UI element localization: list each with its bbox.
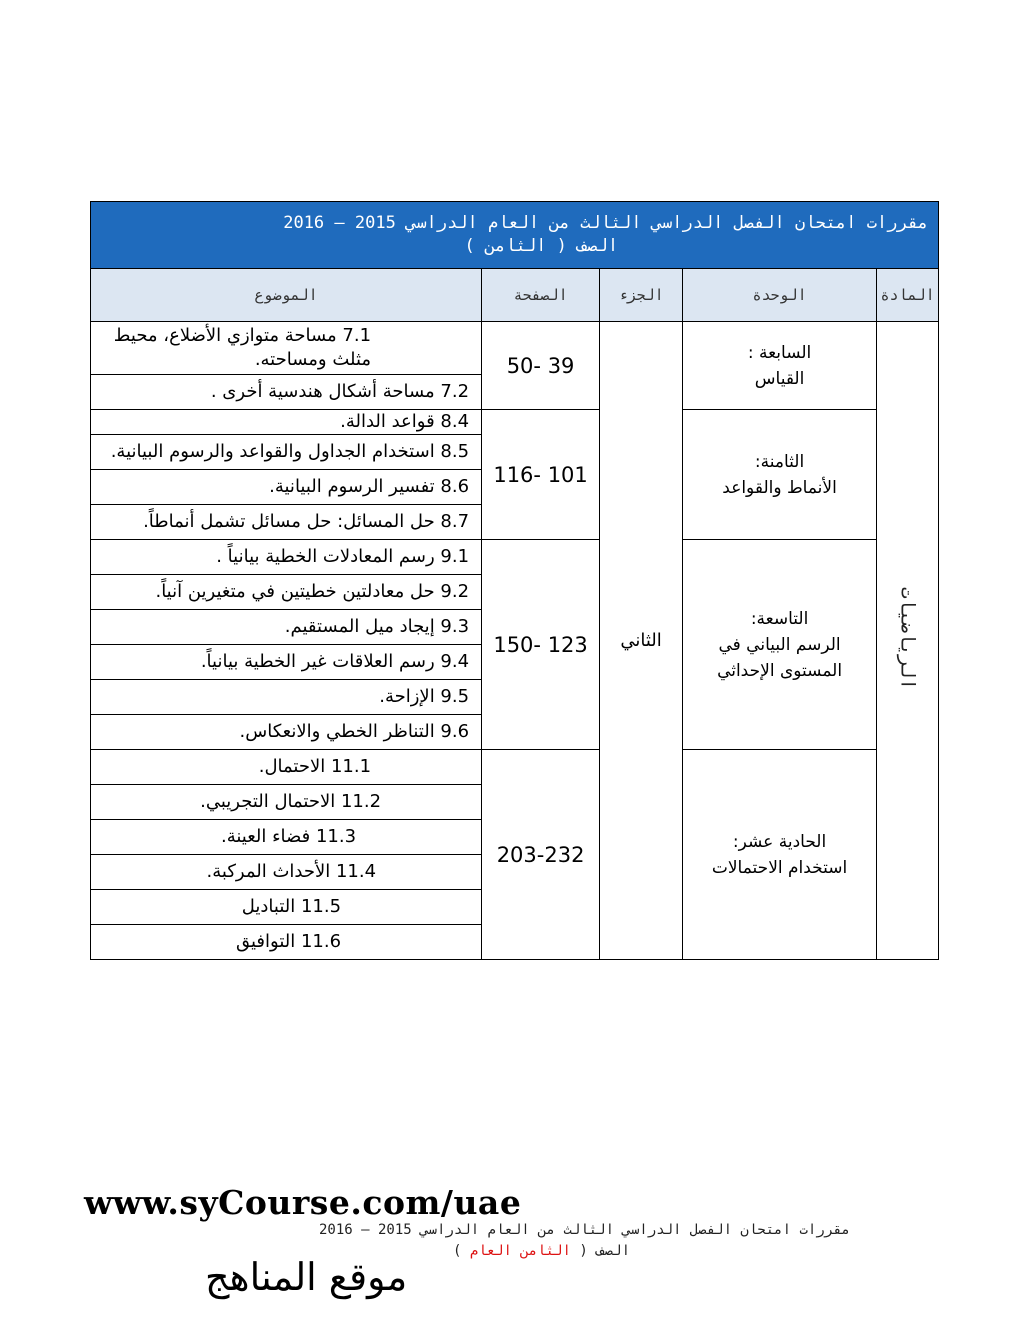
site-name-logo: موقع المناهج	[205, 1255, 408, 1299]
unit-cell	[683, 540, 877, 750]
header-subject: المادة	[877, 269, 939, 322]
topic-cell: 9.6 التناظر الخطي والانعكاس.	[91, 715, 482, 750]
topic-cell: 11.5 التباديل	[91, 890, 482, 925]
topic-cell: 9.2 حل معادلتين خطيتين في متغيرين آنياً.	[91, 575, 482, 610]
topic-cell: 9.5 الإزاحة.	[91, 680, 482, 715]
footer-grade-suffix: )	[452, 1243, 462, 1259]
header-topic: الموضوع	[91, 269, 482, 322]
unit-name-line2: الرسم البياني في المستوى الإحداثي	[717, 634, 843, 681]
header-part: الجزء	[600, 269, 683, 322]
unit-name-line2: استخدام الاحتمالات	[711, 857, 848, 878]
topic-cell: 11.2 الاحتمال التجريبي.	[91, 785, 482, 820]
page-range: 123 -150	[482, 540, 600, 750]
topic-cell: 8.7 حل المسائل: حل مسائل تشمل أنماطاً.	[91, 505, 482, 540]
footer-grade-name: الثامن العام	[469, 1243, 571, 1259]
unit-cell	[683, 410, 877, 540]
topic-cell: 9.1 رسم المعادلات الخطية بيانياً .	[91, 540, 482, 575]
topic-cell: 8.5 استخدام الجداول والقواعد والرسوم البيانية.	[91, 435, 482, 470]
unit-name-line1: الثامنة:	[754, 451, 805, 472]
page-range: 39 -50	[482, 322, 600, 410]
topic-cell: 11.1 الاحتمال.	[91, 750, 482, 785]
unit-name-line2: الأنماط والقواعد	[722, 477, 837, 498]
topic-cell: 9.3 إيجاد ميل المستقيم.	[91, 610, 482, 645]
topic-cell: 8.4 قواعد الدالة.	[91, 410, 482, 435]
unit-name-line1: الحادية عشر:	[732, 831, 827, 852]
unit-name-line2: القياس	[754, 368, 805, 389]
subject-cell	[877, 322, 939, 960]
table-title	[91, 202, 939, 269]
topic-cell: 11.4 الأحداث المركبة.	[91, 855, 482, 890]
site-url[interactable]: www.syCourse.com/uae	[84, 1183, 522, 1222]
unit-cell	[683, 750, 877, 960]
unit-name-line1: التاسعة:	[750, 608, 809, 629]
exam-syllabus-table	[90, 201, 939, 960]
unit-cell	[683, 322, 877, 410]
footer-grade-prefix: الصف (	[579, 1243, 630, 1259]
page-range: 203-232	[482, 750, 600, 960]
part-cell: الثاني	[600, 322, 683, 960]
header-unit: الوحدة	[683, 269, 877, 322]
topic-cell: 7.1 مساحة متوازي الأضلاع، محيط مثلث ومساحته.	[91, 322, 482, 375]
page-range: 101 -116	[482, 410, 600, 540]
footer-title-line1: مقررات امتحان الفصل الدراسي الثالث من العام الدراسي 2015 – 2016	[318, 1222, 850, 1238]
unit-name-line1: السابعة :	[747, 342, 812, 363]
subject-label: الرياضيات	[896, 587, 919, 690]
topic-cell: 9.4 رسم العلاقات غير الخطية بيانياً.	[91, 645, 482, 680]
topic-cell: 8.6 تفسير الرسوم البيانية.	[91, 470, 482, 505]
header-page: الصفحة	[482, 269, 600, 322]
table-title-line1: مقررات امتحان الفصل الدراسي الثالث من العام الدراسي 2015 – 2016	[283, 213, 929, 233]
topic-cell: 11.3 فضاء العينة.	[91, 820, 482, 855]
topic-cell: 7.2 مساحة أشكال هندسية أخرى .	[91, 375, 482, 410]
topic-cell: 11.6 التوافيق	[91, 925, 482, 960]
table-title-line2: الصف ( الثامن )	[464, 236, 619, 256]
